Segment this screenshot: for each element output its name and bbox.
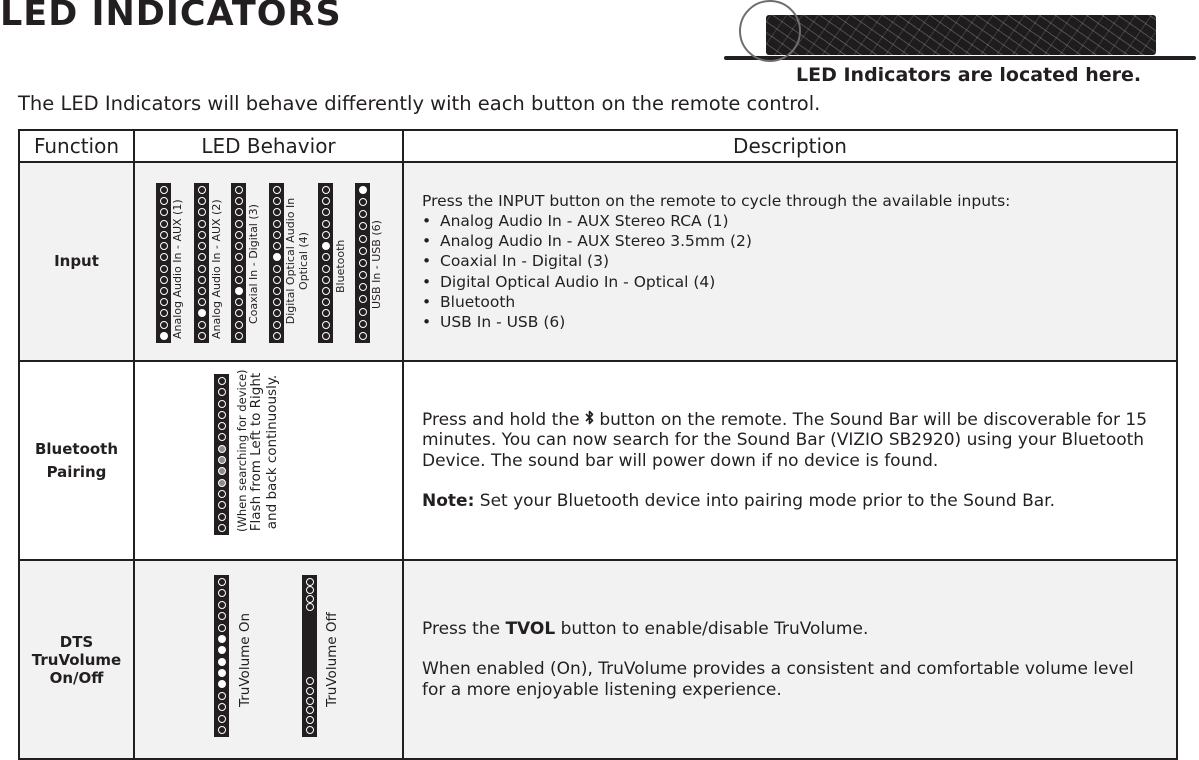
truvolume-description [422,619,1156,639]
led-indicator [235,186,243,194]
led-label-optical-line1: Digital Optical Audio In [284,197,297,325]
description-text: button on the remote. The Sound Bar will be discoverable for 15 minutes. You can now search for the Sound Bar (VIZIO SB2920) using your Bluetooth Device. The sound bar will power down if no device is found. [422,409,1148,471]
list-item: • Analog Audio In - AUX Stereo 3.5mm (2) [422,231,1156,251]
truvolume-description-2: When enabled (On), TruVolume provides a consistent and comfortable volume level for a more enjoyable listening experience. [422,659,1134,700]
led-indicator [160,186,168,194]
input-description: Press the INPUT button on the remote to cycle through the available inputs: [422,192,1011,210]
led-indicator [218,400,226,408]
bluetooth-pairing-description [422,410,1156,471]
led-indicator [235,298,243,306]
input-list [422,211,1156,332]
function-cell-dts-truvolume [19,560,134,759]
list-item: • Bluetooth [422,292,1156,312]
led-indicator [359,222,367,230]
led-indicator [218,513,226,521]
table-row-dts-truvolume [19,560,1177,759]
led-indicator [322,298,330,306]
led-indicator [198,309,206,317]
led-indicator [218,601,226,609]
led-indicator [322,265,330,273]
led-indicator [218,669,226,677]
note-label: Note: [422,490,475,511]
led-indicator [198,253,206,261]
bluetooth-icon [585,410,594,429]
list-item: • USB In - USB (6) [422,312,1156,332]
led-indicator [235,220,243,228]
note-text: Set your Bluetooth device into pairing mode prior to the Sound Bar. [479,490,1056,511]
led-indicator [273,265,281,273]
led-indicator [359,198,367,206]
led-indicator [306,595,314,603]
led-indicator [359,320,367,328]
led-strip-coaxial [231,183,246,343]
led-indicator [322,309,330,317]
led-indicator [322,220,330,228]
led-indicator [359,247,367,255]
led-indicator [198,242,206,250]
led-strip-optical [269,183,284,343]
led-indicator [235,231,243,239]
led-indicator [322,253,330,261]
header-led-behavior: LED Behavior [134,130,403,162]
led-indicator [218,612,226,620]
led-indicator [322,208,330,216]
led-indicator [218,388,226,396]
led-indicator [359,186,367,194]
led-behavior-table [18,129,1178,760]
led-indicator [359,283,367,291]
led-indicator [218,635,226,643]
led-indicator [273,253,281,261]
led-indicator [235,208,243,216]
led-indicator [218,456,226,464]
led-label-coaxial: Coaxial In - Digital (3) [247,204,260,324]
page-title: LED INDICATORS [0,0,342,34]
header-description: Description [403,130,1177,162]
led-indicator [273,231,281,239]
led-indicator [218,524,226,532]
led-indicator [306,726,314,734]
led-indicator [160,332,168,340]
tvol-label: TVOL [505,618,556,639]
led-indicator [273,287,281,295]
led-strip-usb [355,183,370,343]
led-strip-pairing [214,374,229,535]
led-indicator [306,586,314,594]
led-label-bluetooth: Bluetooth [334,239,347,293]
led-indicator [273,321,281,329]
led-indicator [273,242,281,250]
led-label-pairing [235,369,280,532]
soundbar-body [766,15,1156,55]
intro-text: The LED Indicators will behave differently with each button on the remote control. [18,92,821,115]
led-indicator [359,295,367,303]
led-indicator [273,332,281,340]
led-indicator [322,231,330,239]
function-label-line: On/Off [49,668,104,687]
led-indicator [218,411,226,419]
led-indicator [160,231,168,239]
led-indicator [359,259,367,267]
led-strip-aux2 [194,183,209,343]
led-indicator [322,276,330,284]
led-indicator [218,433,226,441]
figure-caption: LED Indicators are located here. [796,64,1142,86]
led-indicator [235,265,243,273]
led-indicator [359,332,367,340]
table-row-bluetooth-pairing [19,361,1177,560]
led-strip-bluetooth [318,183,333,343]
led-indicator [273,208,281,216]
list-item: • Analog Audio In - AUX Stereo RCA (1) [422,211,1156,231]
led-indicator [306,697,314,705]
led-indicator [322,197,330,205]
led-indicator [160,265,168,273]
led-indicator [160,208,168,216]
led-indicator [218,646,226,654]
function-label: Input [54,252,99,271]
led-label-optical-line2: Optical (4) [296,232,310,290]
led-indicator [273,276,281,284]
header-function: Function [19,130,134,162]
led-behavior-cell-bluetooth-pairing [134,361,403,560]
led-indicator [218,624,226,632]
led-indicator [273,197,281,205]
led-indicator [218,715,226,723]
description-text: button to enable/disable TruVolume. [560,618,869,639]
function-label-line: DTS [59,632,94,651]
led-indicator [306,677,314,685]
led-indicator [273,220,281,228]
led-indicator [359,308,367,316]
led-indicator [235,197,243,205]
led-indicator [306,603,314,611]
led-indicator [198,298,206,306]
led-indicator [218,467,226,475]
led-indicator [322,321,330,329]
soundbar-base [724,56,1196,60]
led-indicator [160,321,168,329]
function-label-line: TruVolume [31,650,122,669]
led-indicator [160,197,168,205]
led-indicator [160,220,168,228]
led-indicator [218,726,226,734]
function-cell-bluetooth-pairing [19,361,134,560]
led-indicator [218,422,226,430]
function-label-line: Bluetooth [34,440,119,458]
led-indicator [218,479,226,487]
led-indicator [322,332,330,340]
led-label-usb: USB In - USB (6) [370,220,383,309]
function-label-line: Pairing [46,462,107,481]
led-indicator [198,265,206,273]
description-cell-input [403,162,1177,361]
led-indicator [218,490,226,498]
led-indicator [359,271,367,279]
led-indicator [160,242,168,250]
led-label-pairing-line3: and back continuously. [263,374,280,530]
led-group-top [306,578,314,611]
led-label-aux2: Analog Audio In - AUX (2) [210,199,223,339]
led-indicator [235,287,243,295]
led-label-pairing-line1: (When searching for device) [235,369,249,532]
led-indicator [235,276,243,284]
led-indicator [235,242,243,250]
led-indicator [218,445,226,453]
led-indicator [218,680,226,688]
led-location-callout-circle [739,0,801,62]
led-label-truvolume-off: TruVolume Off [324,612,340,707]
led-indicator [160,253,168,261]
led-strip-truvolume-on [214,575,229,737]
led-indicator [235,321,243,329]
led-indicator [235,332,243,340]
led-behavior-cell-input [134,162,403,361]
led-indicator [273,186,281,194]
led-indicator [160,287,168,295]
led-indicator [322,287,330,295]
led-strip-truvolume-off [302,575,317,737]
led-indicator [160,309,168,317]
led-indicator [198,321,206,329]
led-label-truvolume-on: TruVolume On [237,612,253,707]
led-indicator [306,716,314,724]
led-indicator [198,332,206,340]
note [422,491,1156,511]
led-indicator [218,578,226,586]
led-indicator [306,687,314,695]
led-indicator [198,276,206,284]
led-indicator [198,208,206,216]
led-group-bottom [306,677,314,734]
led-indicator [218,589,226,597]
table-row-input [19,162,1177,361]
led-indicator [359,210,367,218]
description-text: Press and hold the [422,409,580,430]
led-indicator [322,186,330,194]
led-indicator [198,287,206,295]
list-item: • Coaxial In - Digital (3) [422,251,1156,271]
led-indicator [218,658,226,666]
led-indicator [273,298,281,306]
led-indicator [218,501,226,509]
soundbar-illustration [722,0,1199,66]
led-indicator [322,242,330,250]
led-strip-aux1 [156,183,171,343]
table-header-row [19,130,1177,162]
led-indicator [160,276,168,284]
led-indicator [306,578,314,586]
led-indicator [359,235,367,243]
led-indicator [218,377,226,385]
led-indicator [198,186,206,194]
led-label-optical [285,191,310,331]
led-behavior-cell-dts-truvolume [134,560,403,759]
led-indicator [273,309,281,317]
list-item: • Digital Optical Audio In - Optical (4) [422,272,1156,292]
led-indicator [198,220,206,228]
description-cell-bluetooth-pairing [403,361,1177,560]
led-indicator [218,692,226,700]
led-indicator [160,298,168,306]
description-text: Press the [422,618,501,639]
led-indicator [235,309,243,317]
description-cell-dts-truvolume [403,560,1177,759]
led-label-pairing-line2: Flash from Left to Right [248,372,265,532]
led-indicator [198,231,206,239]
led-indicator [306,706,314,714]
led-label-aux1: Analog Audio In - AUX (1) [171,199,184,339]
led-indicator [235,253,243,261]
function-cell-input [19,162,134,361]
led-indicator [198,197,206,205]
led-indicator [218,703,226,711]
